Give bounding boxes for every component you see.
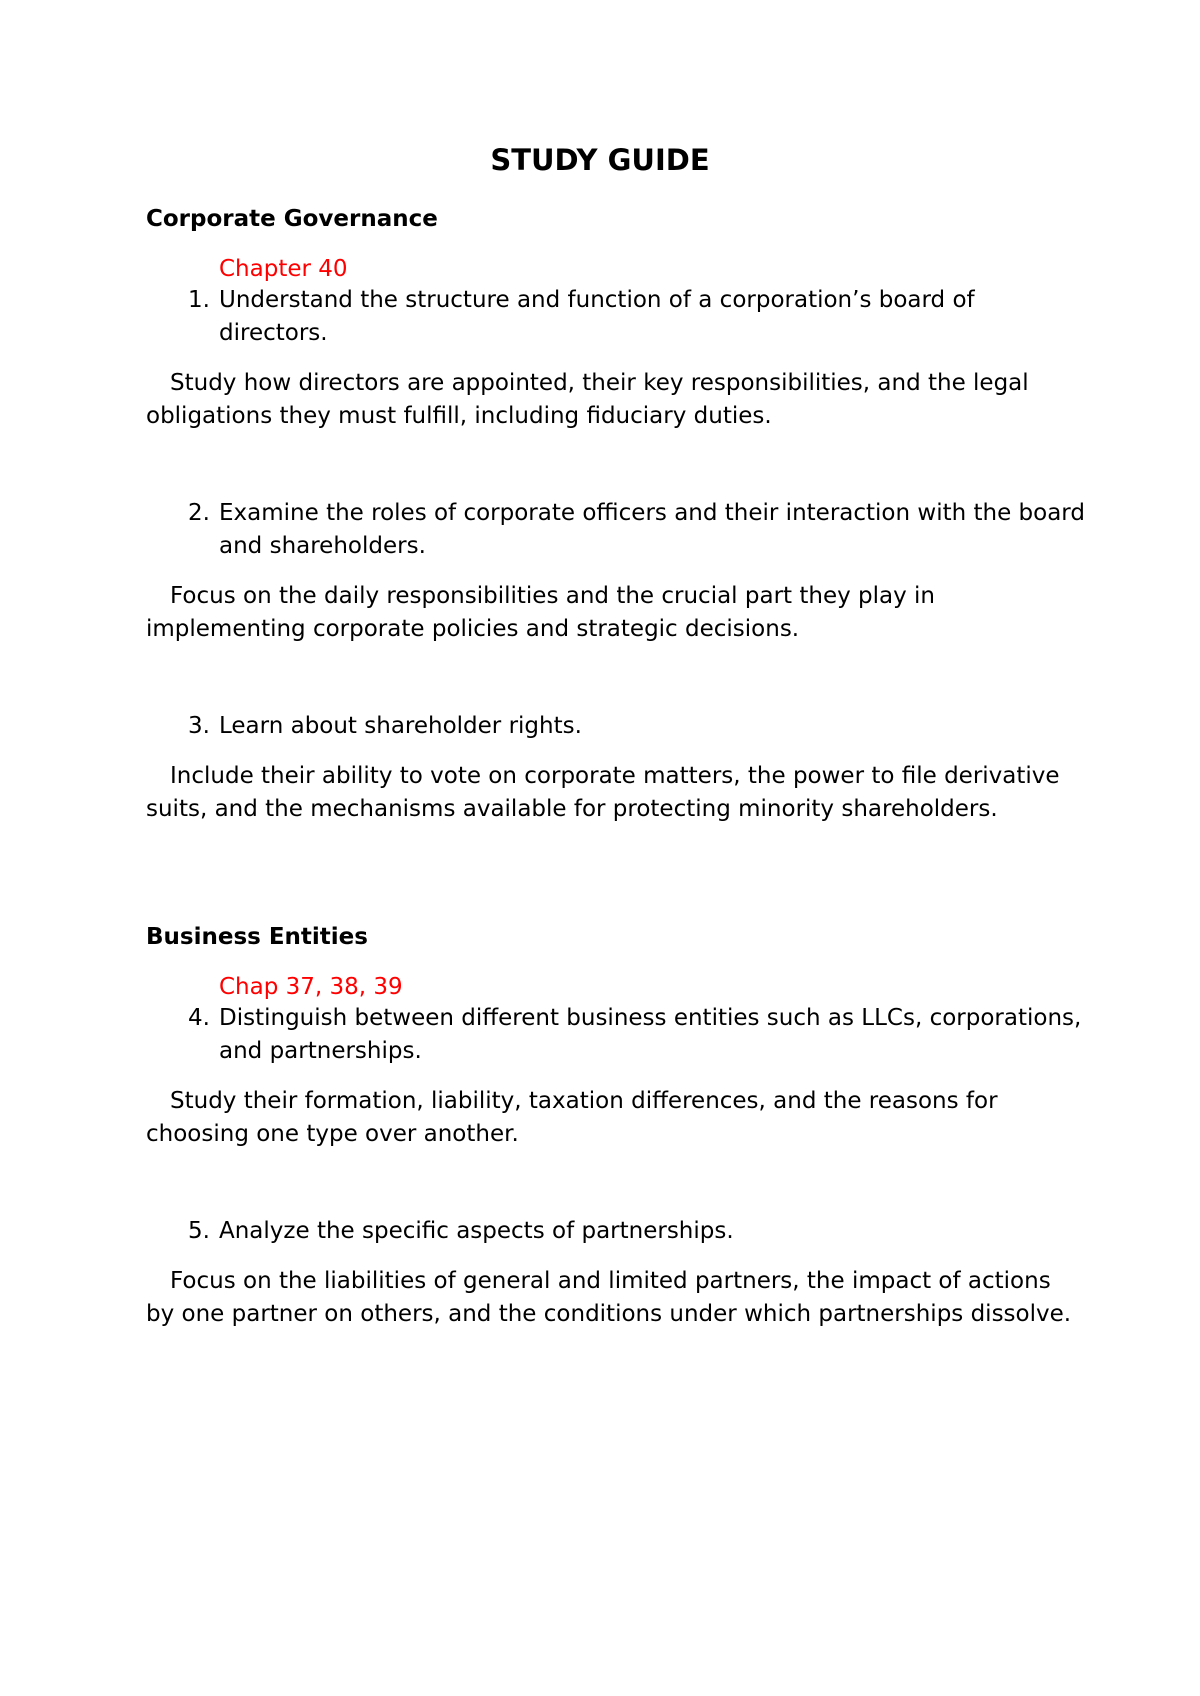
chapter-reference: Chapter 40 xyxy=(219,256,348,282)
item-number: 2. xyxy=(188,500,210,526)
page-title: STUDY GUIDE xyxy=(490,143,710,177)
item-number: 5. xyxy=(188,1218,210,1244)
study-item xyxy=(146,284,1086,349)
study-item xyxy=(146,710,1086,743)
item-text: Examine the roles of corporate officers and their interaction with the board and shareholders. xyxy=(219,500,1085,559)
item-text: Analyze the specific aspects of partnerships. xyxy=(219,1218,734,1244)
item-number: 4. xyxy=(188,1005,210,1031)
section-heading-business-entities: Business Entities xyxy=(146,924,368,950)
item-text: Understand the structure and function of a corporation’s board of directors. xyxy=(219,287,975,346)
item-number: 1. xyxy=(188,287,210,313)
item-detail: Study how directors are appointed, their key responsibilities, and the legal obligations they must fulfill, including fiduciary duties. xyxy=(146,370,1029,429)
study-item xyxy=(146,497,1086,562)
item-detail: Focus on the daily responsibilities and the crucial part they play in implementing corporate policies and strategic decisions. xyxy=(146,583,936,642)
item-text: Learn about shareholder rights. xyxy=(219,713,582,739)
study-item xyxy=(146,1215,1086,1248)
item-detail: Include their ability to vote on corporate matters, the power to file derivative suits, and the mechanisms available for protecting minority shareholders. xyxy=(146,763,1060,822)
item-detail: Focus on the liabilities of general and limited partners, the impact of actions by one partner on others, and the conditions under which partnerships dissolve. xyxy=(146,1268,1072,1327)
item-number: 3. xyxy=(188,713,210,739)
chapter-reference: Chap 37, 38, 39 xyxy=(219,974,403,1000)
item-detail: Study their formation, liability, taxation differences, and the reasons for choosing one type over another. xyxy=(146,1088,998,1147)
study-item xyxy=(146,1002,1086,1067)
item-text: Distinguish between different business entities such as LLCs, corporations, and partnerships. xyxy=(219,1005,1082,1064)
section-heading-corporate-governance: Corporate Governance xyxy=(146,206,438,232)
